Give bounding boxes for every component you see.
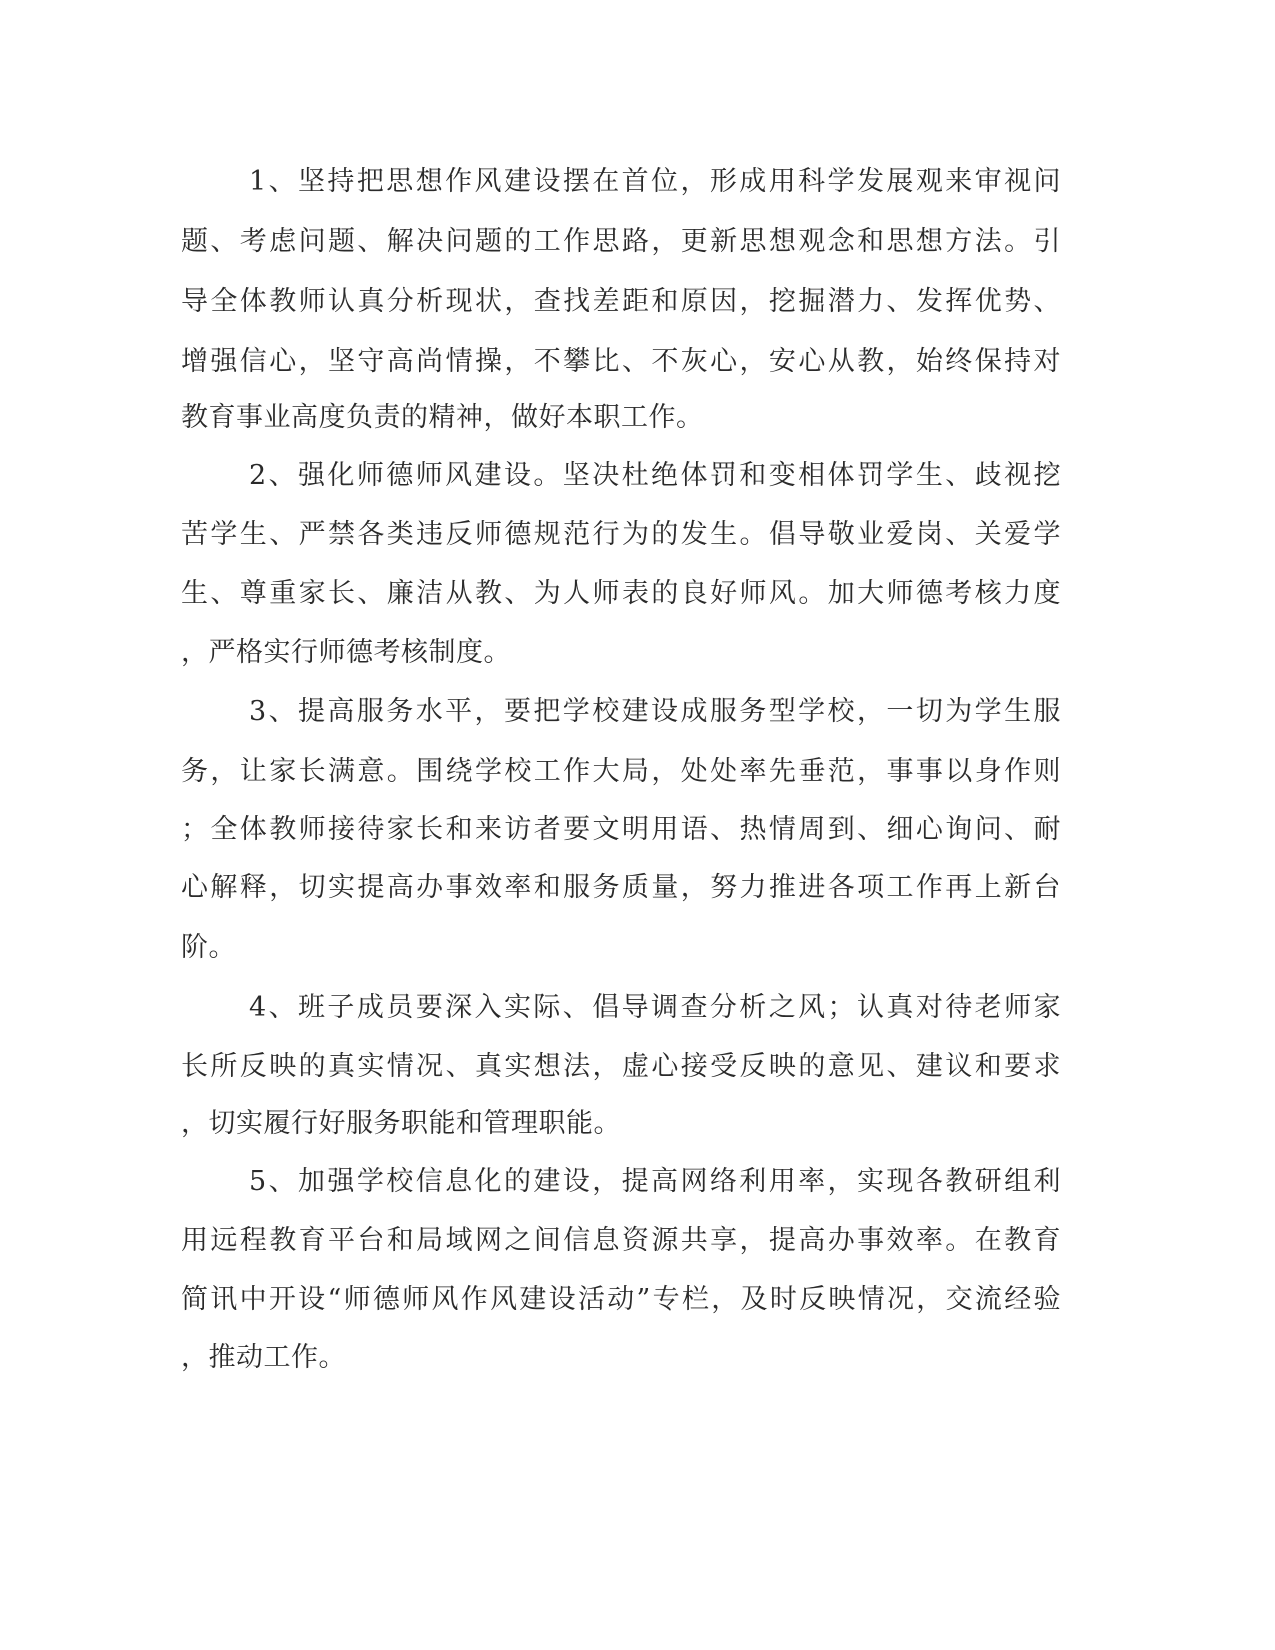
paragraph-5-line-2: 用远程教育平台和局域网之间信息资源共享，提高办事效率。在教育 [181, 1225, 1061, 1256]
paragraph-1-line-2: 题、考虑问题、解决问题的工作思路，更新思想观念和思想方法。引 [181, 226, 1061, 257]
paragraph-3-line-3: ；全体教师接待家长和来访者要文明用语、热情周到、细心询问、耐 [181, 814, 1061, 845]
paragraph-2-line-4: ，严格实行师德考核制度。 [181, 637, 511, 668]
paragraph-2-line-1: 2、强化师德师风建设。坚决杜绝体罚和变相体罚学生、歧视挖 [249, 460, 1061, 491]
paragraph-5-line-4: ，推动工作。 [181, 1342, 346, 1373]
paragraph-4-line-3: ，切实履行好服务职能和管理职能。 [181, 1108, 621, 1139]
paragraph-2-line-3: 生、尊重家长、廉洁从教、为人师表的良好师风。加大师德考核力度 [181, 578, 1061, 609]
paragraph-1-line-1: 1、坚持把思想作风建设摆在首位，形成用科学发展观来审视问 [249, 166, 1061, 197]
paragraph-5-line-3: 简讯中开设“师德师风作风建设活动”专栏，及时反映情况，交流经验 [181, 1284, 1061, 1315]
paragraph-3-line-2: 务，让家长满意。围绕学校工作大局，处处率先垂范，事事以身作则 [181, 756, 1061, 787]
paragraph-1-line-5: 教育事业高度负责的精神，做好本职工作。 [181, 402, 704, 433]
paragraph-4-line-2: 长所反映的真实情况、真实想法，虚心接受反映的意见、建议和要求 [181, 1051, 1061, 1082]
paragraph-3-line-4: 心解释，切实提高办事效率和服务质量，努力推进各项工作再上新台 [181, 872, 1061, 903]
paragraph-2-line-2: 苦学生、严禁各类违反师德规范行为的发生。倡导敬业爱岗、关爱学 [181, 519, 1061, 550]
paragraph-4-line-1: 4、班子成员要深入实际、倡导调查分析之风；认真对待老师家 [249, 992, 1061, 1023]
paragraph-1-line-3: 导全体教师认真分析现状，查找差距和原因，挖掘潜力、发挥优势、 [181, 286, 1061, 317]
paragraph-3-line-5: 阶。 [181, 932, 236, 963]
paragraph-5-line-1: 5、加强学校信息化的建设，提高网络利用率，实现各教研组利 [249, 1166, 1061, 1197]
paragraph-1-line-4: 增强信心，坚守高尚情操，不攀比、不灰心，安心从教，始终保持对 [181, 346, 1061, 377]
paragraph-3-line-1: 3、提高服务水平，要把学校建设成服务型学校，一切为学生服 [249, 696, 1061, 727]
